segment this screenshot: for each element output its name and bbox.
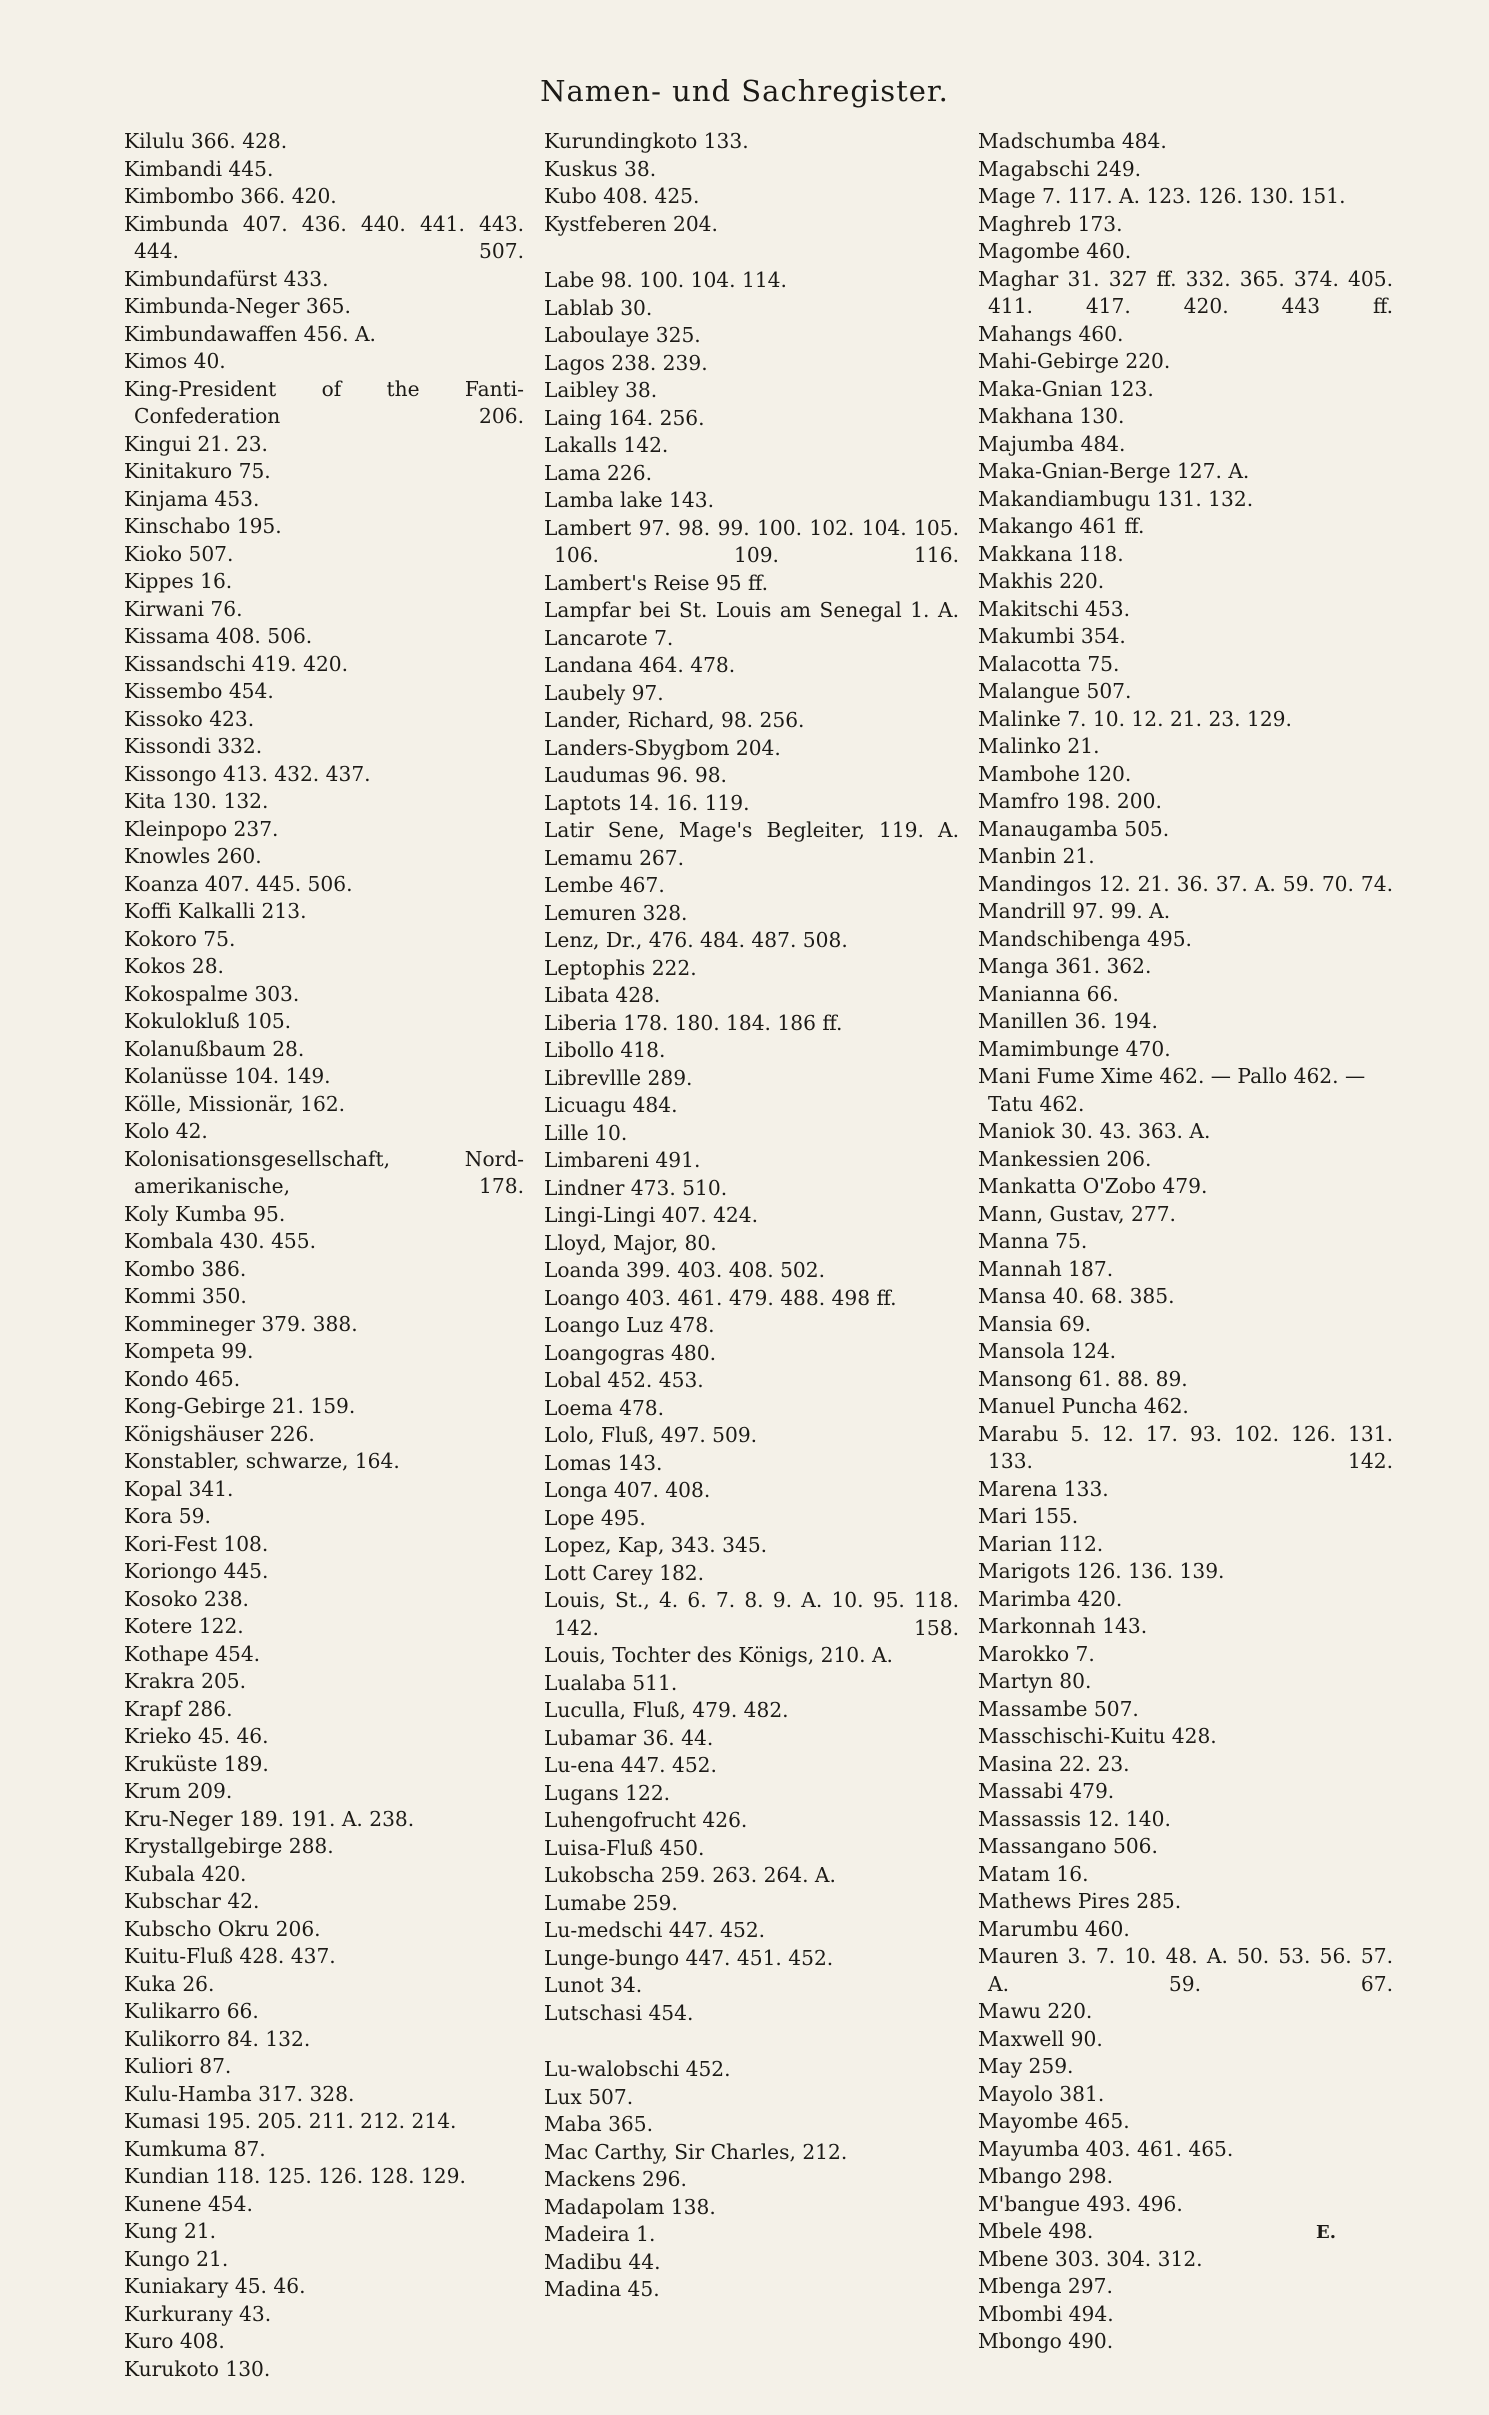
index-entry: Laudumas 96. 98. [544,763,727,787]
index-entry: Kioko 507. [124,541,234,566]
index-entry: Kissandschi 419. 420. [124,651,349,676]
index-entry: Malacotta 75. [978,651,1120,676]
index-entry: Lambert 97. 98. 99. 100. 102. 104. 105. 106. 109. 116. [544,515,959,567]
index-entry: May 259. [978,2054,1074,2078]
index-entry: Kombo 386. [124,1256,247,1281]
index-entry: Kilulu 366. 428. [124,129,288,153]
index-column-1 [124,128,524,2383]
index-entry: Manga 361. 362. [978,954,1152,978]
index-entry: Lakalls 142. [544,433,669,457]
index-entry: Licuagu 484. [544,1093,678,1117]
index-entry: Kosoko 238. [124,1586,249,1611]
index-entry: Lindner 473. 510. [544,1175,728,1200]
index-entry: Massambe 507. [978,1696,1139,1721]
index-entry: Malinke 7. 10. 12. 21. 23. 129. [978,706,1292,731]
index-entry: Kimos 40. [124,349,226,373]
index-entry: Maxwell 90. [978,2026,1103,2051]
index-entry: Mansia 69. [978,1311,1092,1336]
index-entry: Kurundingkoto 133. [544,129,749,153]
index-entry: Mari 155. [978,1504,1079,1528]
index-entry: Kissongo 413. 432. 437. [124,761,371,786]
index-entry: Mauren 3. 7. 10. 48. A. 50. 53. 56. 57. A. 59. 67. [978,1944,1393,1996]
index-entry: Lander, Richard, 98. 256. [544,708,805,732]
index-entry: Landana 464. 478. [544,653,736,677]
index-entry: Mamimbunge 470. [978,1036,1171,1061]
index-entry: Martyn 80. [978,1669,1092,1693]
index-entry: Madina 45. [544,2277,660,2301]
index-entry: Massabi 479. [978,1779,1115,1803]
index-entry: Mayolo 381. [978,2081,1105,2106]
index-entry: Longa 407. 408. [544,1478,711,1502]
index-entry: Makkana 118. [978,541,1124,566]
index-entry: Koanza 407. 445. 506. [124,871,353,896]
index-entry: Kundian 118. 125. 126. 128. 129. [124,2164,466,2188]
index-entry: M'bangue 493. 496. [978,2191,1183,2216]
index-entry: Koly Kumba 95. [124,1201,286,1226]
index-entry: Kingui 21. 23. [124,431,268,456]
index-entry: Mandrill 97. 99. A. [978,899,1171,923]
index-entry: Kissondi 332. [124,734,263,758]
index-entry: Mannah 187. [978,1256,1114,1281]
index-entry: Marabu 5. 12. 17. 93. 102. 126. 131. 133. 142. [978,1421,1393,1473]
index-entry: Massangano 506. [978,1834,1158,1858]
index-entry: Manianna 66. [978,981,1119,1006]
index-entry: Masina 22. 23. [978,1751,1130,1776]
index-entry: Mathews Pires 285. [978,1889,1182,1913]
index-entry: Lenz, Dr., 476. 484. 487. 508. [544,928,848,952]
index-entry: Makandiambugu 131. 132. [978,486,1254,511]
index-entry: Kuniakary 45. 46. [124,2274,306,2298]
index-entry: Maniok 30. 43. 363. A. [978,1119,1211,1143]
index-entry: Mackens 296. [544,2167,687,2191]
index-entry: Loema 478. [544,1395,665,1420]
index-entry: Luhengofrucht 426. [544,1808,748,1832]
index-entry: Majumba 484. [978,431,1126,456]
index-entry: Louis, St., 4. 6. 7. 8. 9. A. 10. 95. 118. 142. 158. [544,1588,959,1640]
index-entry: Knowles 260. [124,844,262,868]
index-entry: Kurkurany 43. [124,2301,272,2326]
index-entry: Kong-Gebirge 21. 159. [124,1394,356,1418]
index-entry: Madschumba 484. [978,129,1167,153]
index-entry: Makhana 130. [978,404,1125,428]
index-entry: Marena 133. [978,1476,1109,1501]
index-entry: Kunene 454. [124,2191,253,2216]
index-entry: Loango 403. 461. 479. 488. 498 ff. [544,1285,897,1310]
index-entry: Madapolam 138. [544,2194,716,2219]
index-entry: Kubo 408. 425. [544,184,700,208]
index-entry: Lope 495. [544,1505,646,1530]
index-entry: Marigots 126. 136. 139. [978,1559,1225,1583]
index-entry: Kleinpopo 237. [124,816,279,841]
index-entry: Kuliori 87. [124,2054,232,2078]
index-entry: Marimba 420. [978,1586,1123,1611]
index-entry: Laptots 14. 16. 119. [544,790,750,815]
index-entry: Kopal 341. [124,1476,234,1501]
index-column-2 [544,128,959,2304]
index-entry: Mayombe 465. [978,2109,1130,2133]
index-entry: Kuro 408. [124,2329,225,2353]
index-entry: Kuitu-Fluß 428. 437. [124,1944,336,1968]
index-entry: Makango 461 ff. [978,514,1145,538]
index-entry: Malinko 21. [978,734,1100,758]
index-entry: Mbombi 494. [978,2301,1114,2326]
index-entry: Kompeta 99. [124,1339,254,1363]
index-entry: Königshäuser 226. [124,1421,315,1446]
signature-mark: E. [1316,2222,1336,2243]
index-entry: Mbongo 490. [978,2329,1114,2353]
index-entry: Laing 164. 256. [544,405,705,430]
index-entry: Libollo 418. [544,1038,666,1062]
index-entry: Mandschibenga 495. [978,926,1192,951]
index-entry: Maba 365. [544,2112,654,2136]
index-entry: Lubamar 36. 44. [544,1725,714,1750]
index-entry: Matam 16. [978,1861,1089,1886]
index-entry: Mann, Gustav, 277. [978,1201,1176,1226]
index-entry: Kirwani 76. [124,596,243,621]
index-entry: Markonnah 143. [978,1614,1148,1638]
index-entry: Lutschasi 454. [544,2000,694,2025]
index-entry: Massassis 12. 140. [978,1806,1171,1831]
index-entry: Kubscho Okru 206. [124,1916,321,1941]
index-entry: Makhis 220. [978,569,1105,593]
index-entry: Magabschi 249. [978,156,1142,181]
index-entry: Lott Carey 182. [544,1560,705,1585]
index-entry: Mankatta O'Zobo 479. [978,1174,1208,1198]
index-entry: Lloyd, Major, 80. [544,1230,717,1255]
index-entry: Kumkuma 87. [124,2136,266,2161]
index-entry: Madeira 1. [544,2222,656,2246]
index-entry: Lolo, Fluß, 497. 509. [544,1423,758,1447]
index-entry: Koriongo 445. [124,1559,269,1583]
index-entry: Kokospalme 303. [124,981,300,1006]
index-entry: Libata 428. [544,983,661,1007]
index-entry: Kruküste 189. [124,1751,269,1776]
index-entry: Loangogras 480. [544,1340,717,1365]
index-entry: Loanda 399. 403. 408. 502. [544,1258,826,1282]
index-entry: Kolanußbaum 28. [124,1036,305,1061]
index-entry: Kung 21. [124,2219,217,2243]
index-entry: Mac Carthy, Sir Charles, 212. [544,2139,848,2164]
index-entry: Mawu 220. [978,1999,1093,2023]
index-entry: Mage 7. 117. A. 123. 126. 130. 151. [978,184,1346,208]
index-entry: Kulikarro 66. [124,1999,259,2023]
index-entry: Kokoro 75. [124,926,236,951]
index-entry: Kissama 408. 506. [124,624,313,648]
index-entry: Magombe 460. [978,239,1132,263]
index-entry: Laubely 97. [544,680,664,705]
index-entry: Masschischi-Kuitu 428. [978,1724,1217,1748]
index-entry: Kokulokluß 105. [124,1009,292,1033]
index-entry: Laibley 38. [544,378,658,402]
index-entry: Kondo 465. [124,1366,241,1391]
index-entry: Mandingos 12. 21. 36. 37. A. 59. 70. 74. [978,871,1393,896]
index-entry: Manbin 21. [978,844,1095,868]
index-entry: Lama 226. [544,460,652,485]
index-entry: Madibu 44. [544,2249,661,2274]
index-entry: Leptophis 222. [544,955,697,980]
index-entry: Kommineger 379. 388. [124,1311,358,1336]
index-entry: Lunot 34. [544,1973,643,1997]
index-entry: Kora 59. [124,1504,211,1528]
index-entry: Lu-walobschi 452. [544,2057,731,2081]
index-entry: Limbareni 491. [544,1148,701,1172]
index-entry: Lualaba 511. [544,1670,678,1695]
index-entry: Lomas 143. [544,1450,663,1475]
index-entry: Kommi 350. [124,1284,247,1308]
index-entry: Kurukoto 130. [124,2356,271,2381]
index-entry: Lancarote 7. [544,625,674,650]
index-entry: Kubschar 42. [124,1889,260,1913]
index-entry: Kimbombo 366. 420. [124,184,337,208]
index-entry: Manaugamba 505. [978,816,1170,841]
index-entry: Laboulaye 325. [544,323,701,347]
index-entry: King-President of the Fanti-Confederation 206. [124,376,524,428]
index-entry: Krum 209. [124,1779,233,1803]
index-entry: Kinjama 453. [124,486,260,511]
index-entry: Lagos 238. 239. [544,350,708,375]
index-entry: Lopez, Kap, 343. 345. [544,1533,768,1557]
index-entry: Kolo 42. [124,1119,208,1143]
index-entry: Kita 130. 132. [124,789,269,813]
index-entry: Lu-medschi 447. 452. [544,1918,766,1942]
index-entry: Kungo 21. [124,2246,229,2271]
index-entry: Lingi-Lingi 407. 424. [544,1203,759,1227]
index-entry: Makumbi 354. [978,624,1126,648]
index-entry: Kimbunda 407. 436. 440. 441. 443. 444. 507. [124,211,524,263]
index-entry: Maghreb 173. [978,211,1123,236]
index-entry: Kuskus 38. [544,156,657,181]
index-entry: Krieko 45. 46. [124,1724,269,1748]
index-entry: Kothape 454. [124,1641,261,1666]
index-entry: Kotere 122. [124,1614,244,1638]
index-entry: Lemuren 328. [544,900,688,925]
page-header: Namen- und Sachregister. [540,74,949,108]
index-entry: Lumabe 259. [544,1890,678,1915]
index-entry: Krapf 286. [124,1696,233,1721]
index-entry: Luculla, Fluß, 479. 482. [544,1698,789,1722]
index-entry: Lamba lake 143. [544,488,714,512]
index-entry: Lunge-bungo 447. 451. 452. [544,1945,834,1970]
index-entry: Librevllle 289. [544,1065,693,1090]
index-entry: Lux 507. [544,2084,634,2109]
index-entry: Landers-Sbygbom 204. [544,735,781,760]
index-entry: Manillen 36. 194. [978,1009,1158,1033]
index-entry: Lembe 467. [544,873,665,897]
index-entry: Kolonisationsgesellschaft, Nord-amerikanische, 178. [124,1146,524,1198]
index-entry: Labe 98. 100. 104. 114. [544,268,787,292]
index-entry: Krakra 205. [124,1669,247,1693]
index-entry: Mayumba 403. 461. 465. [978,2136,1234,2161]
index-entry: Kuka 26. [124,1971,215,1996]
index-entry: Kimbandi 445. [124,156,274,181]
index-entry: Loango Luz 478. [544,1313,715,1337]
index-entry: Latir Sene, Mage's Begleiter, 119. A. [544,818,959,842]
index-entry: Lemamu 267. [544,845,685,870]
index-entry: Luisa-Fluß 450. [544,1835,705,1860]
index-entry: Maka-Gnian 123. [978,376,1154,401]
index-entry: Mbene 303. 304. 312. [978,2246,1203,2271]
index-entry: Kimbunda-Neger 365. [124,294,351,318]
index-entry: Mambohe 120. [978,761,1132,786]
index-entry: Marian 112. [978,1531,1104,1556]
index-entry: Lobal 452. 453. [544,1368,704,1392]
index-entry: Manuel Puncha 462. [978,1394,1189,1418]
index-entry: Kokos 28. [124,954,224,978]
index-entry: Manna 75. [978,1229,1088,1253]
index-entry: Lablab 30. [544,295,653,320]
index-entry: Kolanüsse 104. 149. [124,1064,331,1088]
index-entry: Lampfar bei St. Louis am Senegal 1. A. [544,598,959,622]
index-entry: Krystallgebirge 288. [124,1834,334,1858]
index-entry: Kubala 420. [124,1861,247,1886]
index-entry: Mahi-Gebirge 220. [978,349,1171,373]
index-entry: Mbele 498. [978,2219,1094,2243]
index-entry: Liberia 178. 180. 184. 186 ff. [544,1010,843,1035]
index-entry: Mansola 124. [978,1339,1117,1363]
index-entry: Kinitakuro 75. [124,459,271,483]
index-entry: Kimbundafürst 433. [124,266,329,291]
index-entry: Kru-Neger 189. 191. A. 238. [124,1806,415,1831]
index-entry: Lu-ena 447. 452. [544,1753,717,1777]
index-entry: Kumasi 195. 205. 211. 212. 214. [124,2109,457,2133]
index-entry: Makitschi 453. [978,596,1130,621]
index-entry: Kinschabo 195. [124,514,282,538]
index-entry: Mansong 61. 88. 89. [978,1366,1188,1391]
index-entry: Kulu-Hamba 317. 328. [124,2081,355,2106]
index-entry: Mahangs 460. [978,321,1124,346]
index-entry: Kystfeberen 204. [544,211,718,236]
index-entry: Maghar 31. 327 ff. 332. 365. 374. 405. 411. 417. 420. 443 ff. [978,266,1393,318]
index-entry: Mankessien 206. [978,1146,1152,1171]
index-entry: Kimbundawaffen 456. A. [124,321,376,346]
index-entry: Mbenga 297. [978,2274,1113,2298]
index-entry: Marumbu 460. [978,1916,1130,1941]
index-entry: Kippes 16. [124,569,233,593]
index-entry: Mani Fume Xime 462. — Pallo 462. — Tatu 462. [978,1064,1366,1116]
index-entry: Mamfro 198. 200. [978,789,1162,813]
index-entry: Kori-Fest 108. [124,1531,269,1556]
index-entry: Lille 10. [544,1120,628,1145]
index-entry: Lugans 122. [544,1780,671,1805]
index-entry: Louis, Tochter des Königs, 210. A. [544,1643,893,1667]
index-entry: Koffi Kalkalli 213. [124,899,307,923]
index-entry: Lukobscha 259. 263. 264. A. [544,1863,836,1887]
index-entry: Kombala 430. 455. [124,1229,317,1253]
index-entry: Maka-Gnian-Berge 127. A. [978,459,1250,483]
index-entry: Malangue 507. [978,679,1132,703]
index-entry: Mansa 40. 68. 385. [978,1284,1175,1308]
index-entry: Kissembo 454. [124,679,274,703]
index-entry: Kissoko 423. [124,706,255,731]
index-entry: Konstabler, schwarze, 164. [124,1449,400,1473]
index-entry: Marokko 7. [978,1641,1095,1666]
index-entry: Kulikorro 84. 132. [124,2026,311,2051]
index-entry: Mbango 298. [978,2164,1114,2188]
index-entry: Lambert's Reise 95 ff. [544,570,769,595]
index-entry: Kölle, Missionär, 162. [124,1091,346,1116]
index-column-3 [978,128,1393,2356]
